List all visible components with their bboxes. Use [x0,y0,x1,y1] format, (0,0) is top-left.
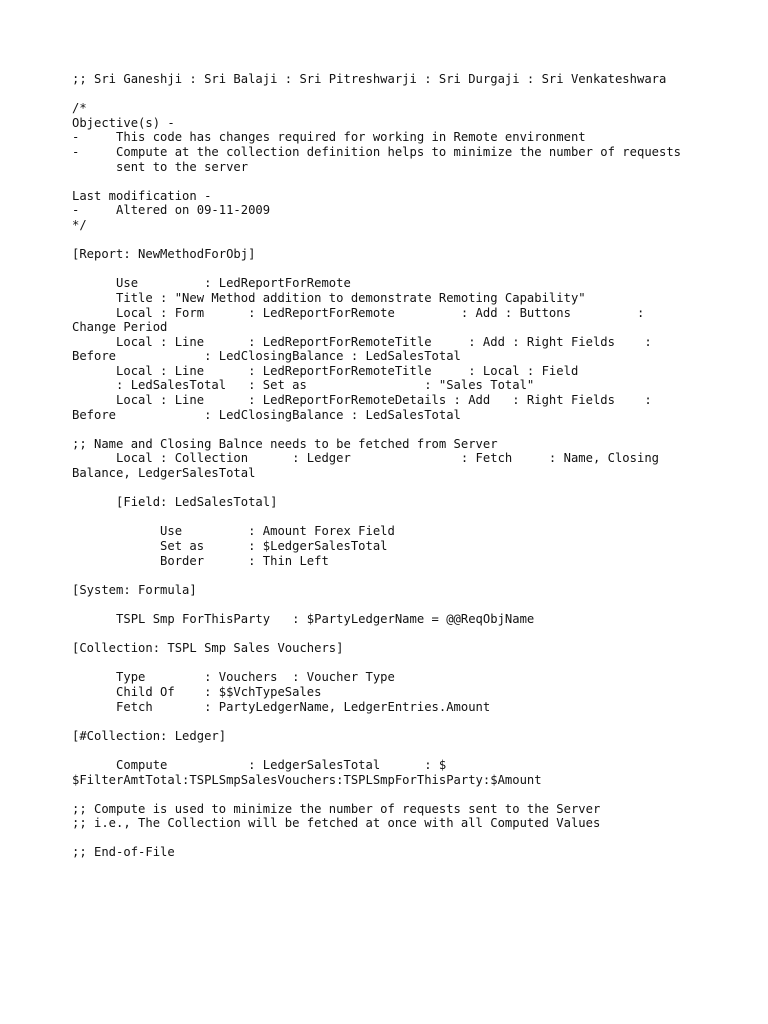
code-line: [Field: LedSalesTotal] [72,495,278,510]
code-line: ;; i.e., The Collection will be fetched at once with all Computed Values [72,816,601,831]
code-line: */ [72,217,87,232]
code-line: sent to the server [72,159,249,174]
code-line: ;; Compute is used to minimize the number of requests sent to the Server [72,801,601,816]
code-line [72,714,712,729]
code-line: Set as : $LedgerSalesTotal [72,539,388,553]
code-line: : LedSalesTotal : Set as : "Sales Total" [72,378,535,393]
code-line [72,597,712,612]
code-line: [System: Formula] [72,582,197,597]
code-line [72,743,712,758]
code-line [72,656,712,671]
code-line: [Report: NewMethodForObj] [72,247,256,262]
code-line: Use : LedReportForRemote [72,276,351,291]
code-line [72,510,712,525]
code-line: ;; Name and Closing Balnce needs to be fetched from Server [72,436,498,451]
code-line: - Altered on 09-11-2009 [72,203,271,218]
code-line: Last modification - [72,188,212,203]
code-line: Local : Collection : Ledger : Fetch : Name, Closing [72,451,659,466]
code-line: ;; Sri Ganeshji : Sri Balaji : Sri Pitreshwarji : Sri Durgaji : Sri Venkateshwara [72,72,667,86]
code-line [72,568,712,583]
code-line [72,174,712,189]
code-line: Fetch : PartyLedgerName, LedgerEntries.Amount [72,699,491,714]
code-line: Child Of : $$VchTypeSales [72,684,322,699]
code-line: Compute : LedgerSalesTotal : $ [72,757,447,772]
code-line [72,831,712,846]
code-line: Title : "New Method addition to demonstrate Remoting Capability" [72,290,586,305]
code-line [72,233,712,248]
code-line: Change Period [72,320,168,335]
code-line [72,481,712,496]
code-line: Balance, LedgerSalesTotal [72,466,256,481]
code-line: /* [72,101,87,116]
code-line [72,422,712,437]
code-line: Objective(s) - [72,115,175,130]
code-line: - Compute at the collection definition helps to minimize the number of requests [72,144,682,159]
code-line: Border : Thin Left [72,553,329,568]
code-line [72,787,712,802]
code-line: $FilterAmtTotal:TSPLSmpSalesVouchers:TSPLSmpForThisParty:$Amount [72,772,542,787]
code-line: TSPL Smp ForThisParty : $PartyLedgerName = @@ReqObjName [72,611,535,626]
code-line: Local : Line : LedReportForRemoteDetails : Add : Right Fields : [72,393,652,408]
code-line: Local : Form : LedReportForRemote : Add : Buttons : [72,305,645,320]
code-line: - This code has changes required for working in Remote environment [72,130,586,145]
code-line: Type : Vouchers : Voucher Type [72,670,395,685]
code-line: Before : LedClosingBalance : LedSalesTotal [72,349,461,364]
code-line: Local : Line : LedReportForRemoteTitle : Add : Right Fields : [72,334,652,349]
code-listing [72,72,712,860]
code-line: Use : Amount Forex Field [72,524,395,539]
code-line: Local : Line : LedReportForRemoteTitle : Local : Field [72,363,579,378]
code-line [72,87,712,102]
code-line: ;; End-of-File [72,845,175,860]
code-line [72,262,712,277]
code-line: [#Collection: Ledger] [72,728,227,743]
code-line: Before : LedClosingBalance : LedSalesTotal [72,407,461,422]
code-line [72,627,712,642]
code-line: [Collection: TSPL Smp Sales Vouchers] [72,641,344,656]
